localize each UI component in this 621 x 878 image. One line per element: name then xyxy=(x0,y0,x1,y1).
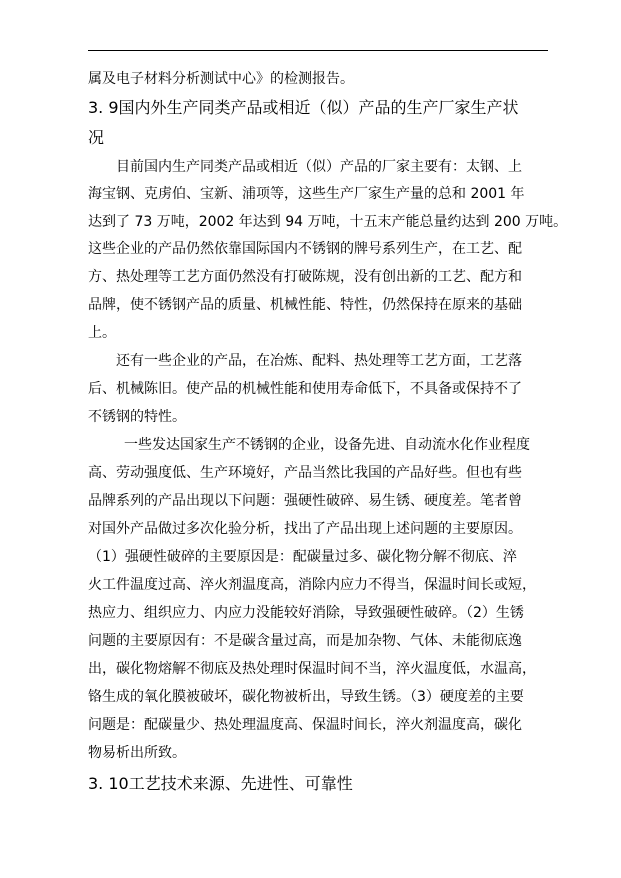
text-line: 这些企业的产品仍然依靠国际国内不锈钢的牌号系列生产，在工艺、配 xyxy=(88,241,522,257)
text-line: 高、劳动强度低、生产环境好，产品当然比我国的产品好些。但也有些 xyxy=(88,465,522,481)
text-line: 属及电子材料分析测试中心》的检测报告。 xyxy=(88,71,354,87)
text-line: 达到了 73 万吨，2002 年达到 94 万吨，十五末产能总量约达到 200 万吨。 xyxy=(88,214,568,230)
text-line: 铬生成的氧化膜被破坏，碳化物被析出，导致生锈。（3）硬度差的主要 xyxy=(88,689,524,705)
text-line: 还有一些企业的产品，在冶炼、配料、热处理等工艺方面，工艺落 xyxy=(116,353,522,369)
section-heading: 3. 9国内外生产同类产品或相近（似）产品的生产厂家生产状 xyxy=(88,98,519,117)
text-line: 上。 xyxy=(88,325,116,341)
text-line: 热应力、组织应力、内应力没能较好消除，导致强硬性破碎。（2）生锈 xyxy=(88,605,524,621)
section-heading-cont: 况 xyxy=(88,128,105,147)
text-line: （1）强硬性破碎的主要原因是：配碳量过多、碳化物分解不彻底、淬 xyxy=(88,549,517,565)
text-line: 问题的主要原因有：不是碳含量过高，而是加杂物、气体、未能彻底逸 xyxy=(88,633,522,649)
text-line: 后、机械陈旧。使产品的机械性能和使用寿命低下，不具备或保持不了 xyxy=(88,381,522,397)
text-line: 火工件温度过高、淬火剂温度高，消除内应力不得当，保温时间长或短， xyxy=(88,577,536,593)
text-line: 一些发达国家生产不锈钢的企业，设备先进、自动流水化作业程度 xyxy=(124,437,530,453)
text-line: 目前国内生产同类产品或相近（似）产品的厂家主要有：太钢、上 xyxy=(116,159,522,175)
header-rule xyxy=(88,50,548,51)
text-line: 品牌，使不锈钢产品的质量、机械性能、特性，仍然保持在原来的基础 xyxy=(88,297,522,313)
section-heading: 3. 10工艺技术来源、先进性、可靠性 xyxy=(88,774,353,793)
text-line: 物易析出所致。 xyxy=(88,745,186,761)
text-line: 出，碳化物熔解不彻底及热处理时保温时间不当，淬火温度低，水温高， xyxy=(88,661,536,677)
text-line: 问题是：配碳量少、热处理温度高、保温时间长，淬火剂温度高，碳化 xyxy=(88,717,522,733)
text-line: 品牌系列的产品出现以下问题：强硬性破碎、易生锈、硬度差。笔者曾 xyxy=(88,493,522,509)
text-line: 海宝钢、克虏伯、宝新、浦项等，这些生产厂家生产量的总和 2001 年 xyxy=(88,186,525,202)
text-line: 不锈钢的特性。 xyxy=(88,409,186,425)
text-line: 对国外产品做过多次化验分析，找出了产品出现上述问题的主要原因。 xyxy=(88,521,522,537)
text-line: 方、热处理等工艺方面仍然没有打破陈规，没有创出新的工艺、配方和 xyxy=(88,269,522,285)
